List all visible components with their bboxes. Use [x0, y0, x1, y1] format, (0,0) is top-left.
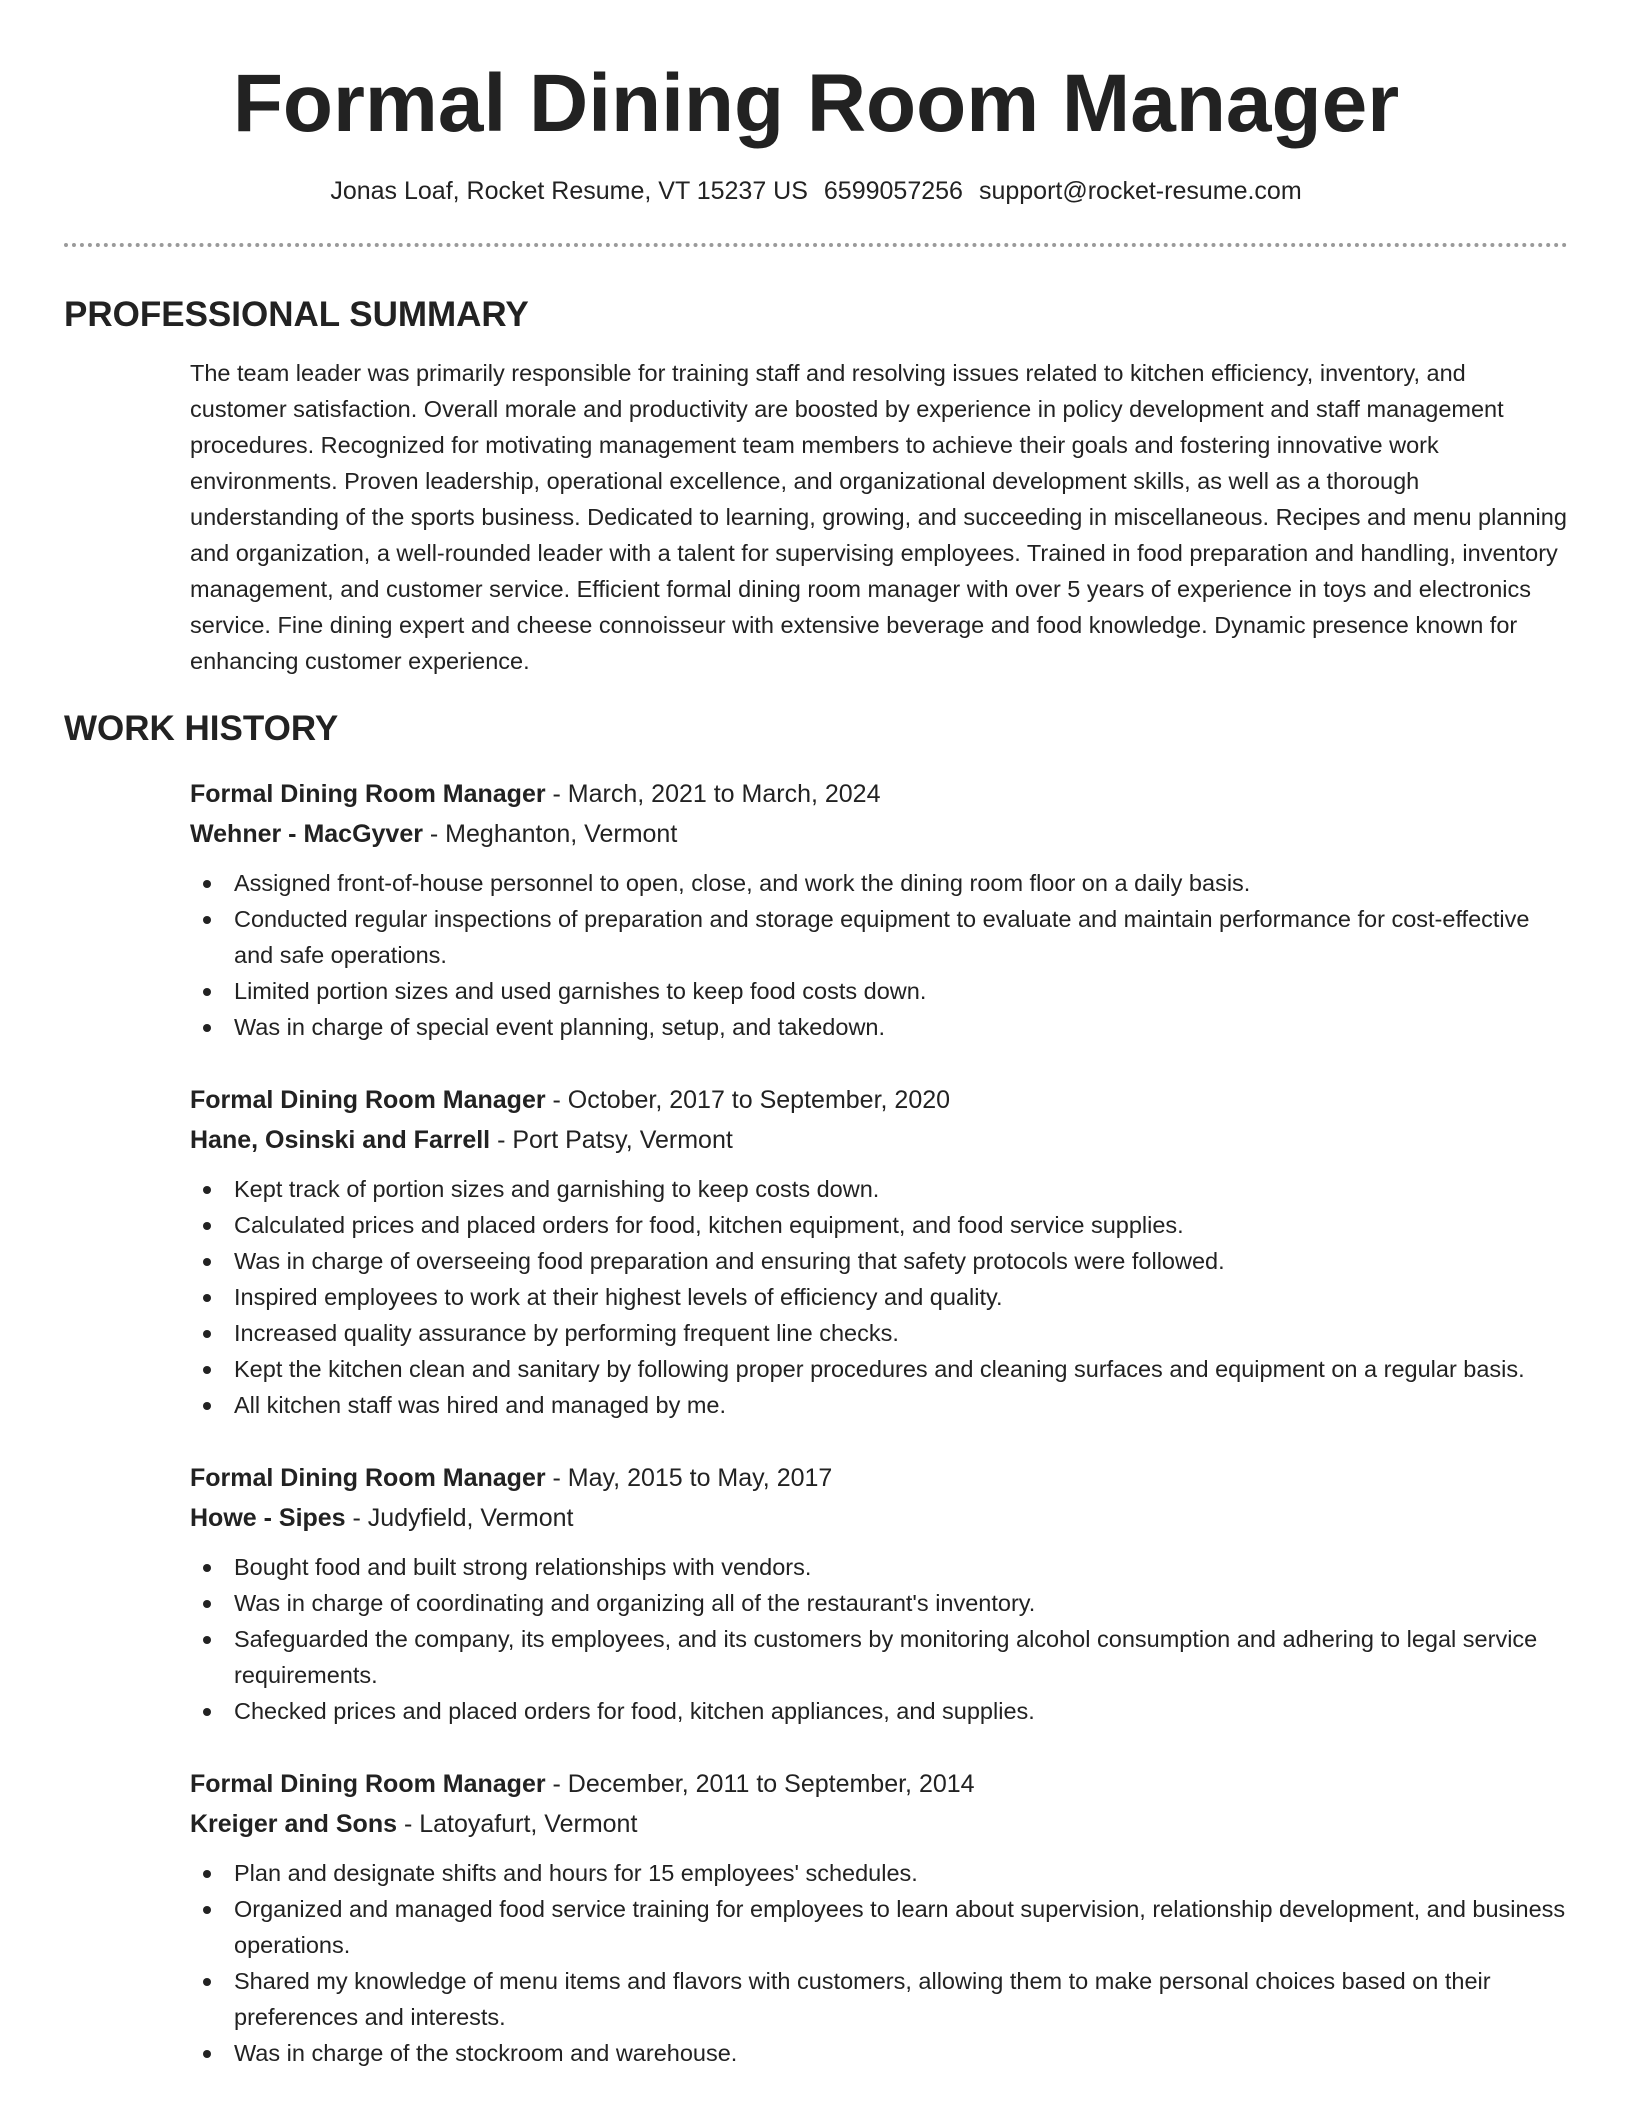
contact-email: support@rocket-resume.com — [978, 177, 1302, 205]
work-history-section — [64, 707, 1568, 2071]
job-title-line — [190, 774, 1568, 814]
job-bullet: Checked prices and placed orders for food, kitchen appliances, and supplies. — [190, 1693, 1568, 1729]
job-bullet: Assigned front-of-house personnel to open, close, and work the dining room floor on a daily basis. — [190, 865, 1568, 901]
section-heading-work-history: WORK HISTORY — [64, 709, 339, 748]
job-bullet: Calculated prices and placed orders for food, kitchen equipment, and food service supplies. — [190, 1207, 1568, 1243]
job-dates: - May, 2015 to May, 2017 — [545, 1464, 833, 1492]
job-location: - Judyfield, Vermont — [345, 1504, 574, 1532]
job-title: Formal Dining Room Manager — [190, 780, 546, 808]
job-bullet: Plan and designate shifts and hours for 15 employees' schedules. — [190, 1855, 1568, 1891]
job-company-line — [190, 814, 1568, 854]
job-bullet: Was in charge of special event planning, setup, and takedown. — [190, 1009, 1568, 1045]
job-bullet: Organized and managed food service training for employees to learn about supervision, relationship development, and business operations. — [190, 1891, 1568, 1963]
job-company-line — [190, 1120, 1568, 1160]
job-title-line — [190, 1080, 1568, 1120]
job-title-line — [190, 1458, 1568, 1498]
job-bullet: Safeguarded the company, its employees, and its customers by monitoring alcohol consumption and adhering to legal service requirements. — [190, 1621, 1568, 1693]
resume-title: Formal Dining Room Manager — [232, 58, 1400, 149]
job-bullet: All kitchen staff was hired and managed by me. — [190, 1387, 1568, 1423]
job-bullet: Shared my knowledge of menu items and flavors with customers, allowing them to make personal choices based on their preferences and interests. — [190, 1963, 1568, 2035]
job-dates: - December, 2011 to September, 2014 — [545, 1770, 975, 1798]
job-title-line — [190, 1764, 1568, 1804]
contact-phone: 6599057256 — [823, 177, 963, 205]
job-bullet-list — [190, 1855, 1568, 2071]
section-heading-summary: PROFESSIONAL SUMMARY — [64, 295, 529, 334]
job-company: Howe - Sipes — [190, 1504, 346, 1532]
job-entry — [190, 1080, 1568, 1423]
job-entry — [190, 1458, 1568, 1729]
job-bullet: Increased quality assurance by performing frequent line checks. — [190, 1315, 1568, 1351]
job-entry — [190, 774, 1568, 1045]
contact-address: Jonas Loaf, Rocket Resume, VT 15237 US — [330, 177, 808, 205]
job-location: - Meghanton, Vermont — [422, 820, 678, 848]
job-company-line — [190, 1498, 1568, 1538]
summary-text: The team leader was primarily responsible for training staff and resolving issues related to kitchen efficiency, inventory, and customer satisfaction. Overall morale and productivity are boosted by experience in policy development and staff management procedures. Recognized for motivating management team members to achieve their goals and fostering innovative work environments. Proven leadership, operational excellence, and organizational development skills, as well as a thorough understanding of the sports business. Dedicated to learning, growing, and succeeding in miscellaneous. Recipes and menu planning and organization, a well-rounded leader with a talent for supervising employees. Trained in food preparation and handling, inventory management, and customer service. Efficient formal dining room manager with over 5 years of experience in toys and electronics service. Fine dining expert and cheese connoisseur with extensive beverage and food knowledge. Dynamic presence known for enhancing customer experience. — [190, 360, 1567, 674]
job-bullet: Kept the kitchen clean and sanitary by following proper procedures and cleaning surfaces and equipment on a regular basis. — [190, 1351, 1568, 1387]
job-bullet: Kept track of portion sizes and garnishing to keep costs down. — [190, 1171, 1568, 1207]
job-bullet-list — [190, 1549, 1568, 1729]
job-dates: - March, 2021 to March, 2024 — [545, 780, 881, 808]
job-bullet: Was in charge of coordinating and organizing all of the restaurant's inventory. — [190, 1585, 1568, 1621]
job-company-line — [190, 1804, 1568, 1844]
job-bullet: Inspired employees to work at their highest levels of efficiency and quality. — [190, 1279, 1568, 1315]
header-divider — [64, 243, 1568, 247]
job-entry — [190, 1764, 1568, 2071]
job-bullet: Bought food and built strong relationships with vendors. — [190, 1549, 1568, 1585]
job-company: Kreiger and Sons — [190, 1810, 397, 1838]
job-bullet: Conducted regular inspections of preparation and storage equipment to evaluate and maintain performance for cost-effective and safe operations. — [190, 901, 1568, 973]
job-title: Formal Dining Room Manager — [190, 1086, 546, 1114]
job-title: Formal Dining Room Manager — [190, 1464, 546, 1492]
job-location: - Port Patsy, Vermont — [490, 1126, 733, 1154]
job-list — [190, 774, 1568, 2071]
job-title: Formal Dining Room Manager — [190, 1770, 546, 1798]
job-company: Wehner - MacGyver — [190, 820, 423, 848]
job-dates: - October, 2017 to September, 2020 — [545, 1086, 951, 1114]
job-location: - Latoyafurt, Vermont — [397, 1810, 638, 1838]
resume-page — [64, 0, 1568, 2071]
job-bullet-list — [190, 1171, 1568, 1423]
job-bullet-list — [190, 865, 1568, 1045]
job-company: Hane, Osinski and Farrell — [190, 1126, 491, 1154]
contact-line — [64, 174, 1568, 208]
job-bullet: Was in charge of overseeing food preparation and ensuring that safety protocols were followed. — [190, 1243, 1568, 1279]
job-bullet: Limited portion sizes and used garnishes to keep food costs down. — [190, 973, 1568, 1009]
job-bullet: Was in charge of the stockroom and warehouse. — [190, 2035, 1568, 2071]
professional-summary-section — [64, 293, 1568, 679]
